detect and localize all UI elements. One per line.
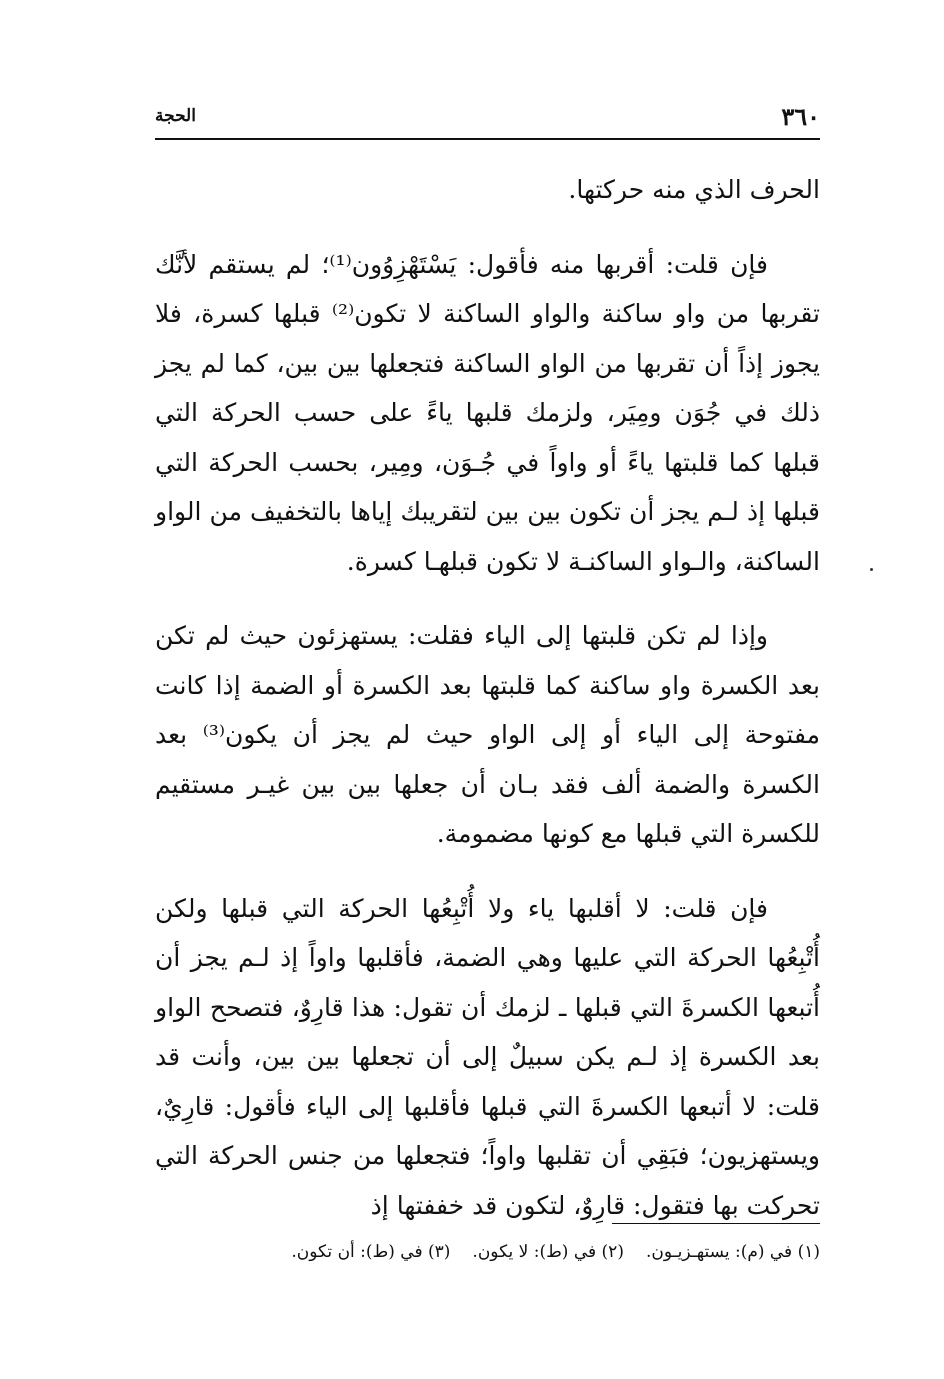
main-text bbox=[155, 165, 820, 1255]
paragraph: فإن قلت: لا أقلبها ياء ولا أُتْبِعُها الحركة التي قبلها ولكن أُتْبِعُها الحركة التي عليها وهي الضمة، فأقلبها واواً إذ لـم يجز أن أُتبعها الكسرةَ التي قبلها ـ لزمك أن تقول: هذا قارِوٌ، فتصحح الواو بعد الكسرة إذ لـم يكن سبيلٌ إلى أن تجعلها بين بين، وأنت قد قلت: لا أتبعها الكسرةَ التي قبلها فأقلبها إلى الياء فأقول: قارِيٌ، ويستهزيون؛ فبَقِي أن تقلبها واواً؛ فتجعلها من جنس الحركة التي تحركت بها فتقول: قارِوٌ، لتكون قد خففتها إذ bbox=[155, 893, 820, 1220]
page-header bbox=[155, 100, 820, 132]
paragraph: فإن قلت: أقربها منه فأقول: يَسْتَهْزِوُون⁽¹⁾؛ لم يستقم لأنَّك تقربها من واو ساكنة والواو الساكنة لا تكون⁽²⁾ قبلها كسرة، فلا يجوز إذاً أن تقربها من الواو الساكنة فتجعلها بين بين، كما لم يجز ذلك في جُوَن ومِيَر، ولزمك قلبها ياءً على حسب الحركة التي قبلها كما قلبتها ياءً أو واواً في جُـوَن، ومِير، بحسب الحركة التي قبلها إذ لـم يجز أن تكون بين بين لتقريبك إياها بالتخفيف من الواو الساكنة، والـواو الساكنـة لا تكون قبلهـا كسرة. bbox=[155, 249, 820, 576]
paragraph-continuation: الحرف الذي منه حركتها. bbox=[568, 175, 820, 204]
scan-speck bbox=[870, 568, 873, 571]
footnote-3: (٣) في (ط): أن تكون. bbox=[291, 1242, 451, 1262]
header-rule bbox=[155, 138, 820, 140]
footnote-rule bbox=[612, 1223, 820, 1224]
paragraph: وإذا لم تكن قلبتها إلى الياء فقلت: يستهزئون حيث لم تكن بعد الكسرة واو ساكنة كما قلبتها بعد الكسرة أو الضمة إذا كانت مفتوحة إلى الياء أو إلى الواو حيث لم يجز أن يكون⁽³⁾ بعد الكسرة والضمة ألف فقد بـان أن جعلها بين بين غيـر مستقيم للكسرة التي قبلها مع كونها مضمومة. bbox=[155, 621, 820, 848]
running-title: الحجة bbox=[155, 106, 196, 126]
footnotes bbox=[150, 1232, 820, 1272]
footnote-1: (١) في (م): يستهـزيـون. bbox=[645, 1242, 820, 1262]
footnote-2: (٢) في (ط): لا يكون. bbox=[472, 1242, 624, 1262]
page-number: ٣٦٠ bbox=[781, 102, 820, 131]
